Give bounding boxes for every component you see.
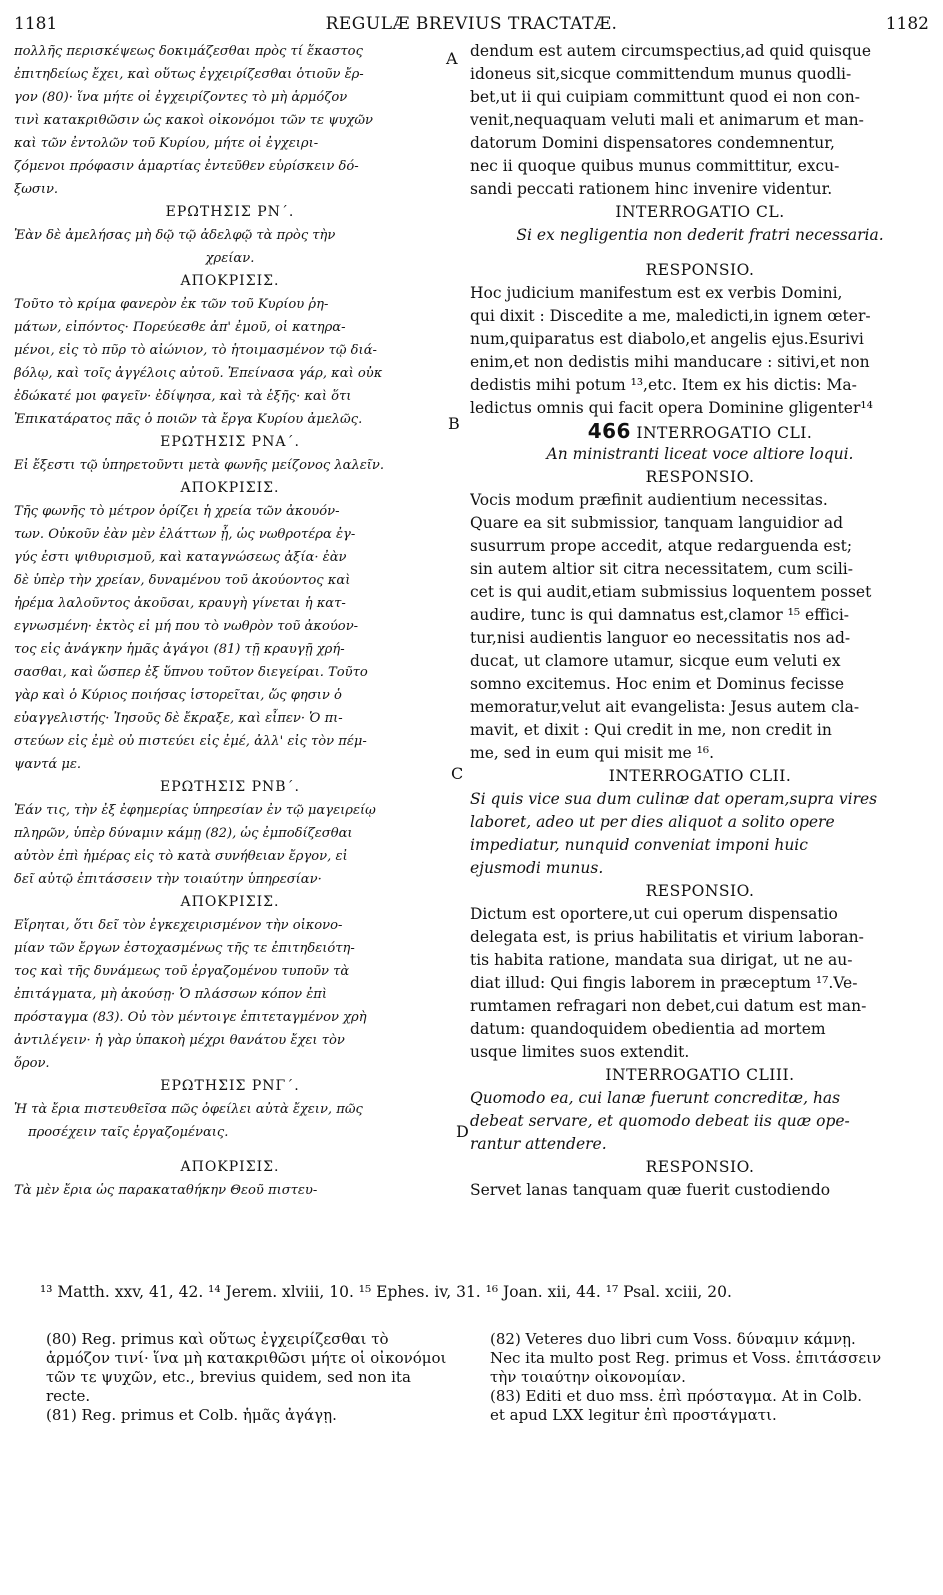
- greek-question: Ἐὰν δὲ ἀμελήσας μὴ δῷ τῷ ἀδελφῷ τὰ πρὸς τὴν: [14, 228, 336, 243]
- note-line: (81) Reg. primus et Colb. ἡμᾶς ἀγάγῃ.: [46, 1406, 337, 1424]
- latin-line: tur,nisi audientis languor eo necessitatis nos ad-: [470, 629, 851, 647]
- latin-responsio-heading: RESPONSIO.: [645, 882, 755, 900]
- greek-answer-heading: ΑΠΟΚΡΙΣΙΣ.: [180, 894, 280, 910]
- latin-line: memoratur,velut ait evangelista: Jesus autem cla-: [470, 698, 860, 716]
- greek-line: ἠρέμα λαλοῦντος ἀκοῦσαι, κραυγὴ γίνεται ἡ κατ-: [14, 596, 346, 611]
- note-line: τῶν τε ψυχῶν, etc., brevius quidem, sed non ita: [46, 1368, 411, 1386]
- latin-question: rantur attendere.: [470, 1135, 607, 1153]
- latin-line: dendum est autem circumspectius,ad quid quisque: [470, 42, 872, 60]
- greek-line: ἐπιτάγματα, μὴ ἀκούσῃ· Ὁ πλάσσων κόπον ἐπὶ: [14, 987, 328, 1002]
- latin-line: enim,et non dedistis mihi manducare : sitivi,et non: [470, 353, 870, 371]
- greek-line: δὲ ὑπὲρ τὴν χρείαν, δυναμένου τοῦ ἀκούοντος καὶ: [14, 573, 351, 588]
- latin-line: idoneus sit,sicque committendum munus quodli-: [470, 65, 852, 83]
- greek-question: Ἐάν τις, τὴν ἐξ ἐφημερίας ὑπηρεσίαν ἐν τῷ μαγειρείῳ: [14, 803, 376, 818]
- latin-line: somno excitemus. Hoc enim et Dominus fecisse: [470, 675, 845, 693]
- latin-line: num,quiparatus est diabolo,et angelis ejus.Esurivi: [470, 330, 864, 348]
- latin-interrogatio-heading: INTERROGATIO CL.: [615, 203, 785, 221]
- greek-answer-heading: ΑΠΟΚΡΙΣΙΣ.: [180, 480, 280, 496]
- latin-question: An ministranti liceat voce altiore loqui.: [546, 445, 854, 463]
- interrogatio-label: INTERROGATIO CLI.: [636, 424, 813, 442]
- latin-line: Vocis modum præfinit audientium necessitas.: [470, 491, 828, 509]
- greek-line: Τοῦτο τὸ κρίμα φανερὸν ἐκ τῶν τοῦ Κυρίου ῥη-: [14, 297, 329, 312]
- latin-column: [470, 40, 930, 1202]
- greek-question: δεῖ αὐτῷ ἐπιτάσσειν τὴν τοιαύτην ὑπηρεσίαν·: [14, 872, 322, 887]
- note-line: τὴν τοιαύτην οἰκονομίαν.: [490, 1368, 686, 1386]
- latin-line: datorum Domini dispensatores condemnentur,: [470, 134, 835, 152]
- greek-question: αὐτὸν ἐπὶ ἡμέρας εἰς τὸ κατὰ συνήθειαν ἔργον, εἰ: [14, 849, 348, 864]
- latin-line: me, sed in eum qui misit me ¹⁶.: [470, 744, 715, 762]
- latin-line: susurrum prope accedit, atque redarguenda est;: [470, 537, 853, 555]
- latin-line: ledictus omnis qui facit opera Dominine gligenter¹⁴: [470, 399, 873, 417]
- greek-line: ἐπιτηδείως ἔχει, καὶ οὕτως ἐγχειρίζεσθαι ὁτιοῦν ἔρ-: [14, 67, 364, 82]
- latin-line: sin autem altior sit citra necessitatem, cum scili-: [470, 560, 853, 578]
- margin-letter-a: A: [446, 49, 458, 68]
- column-number: 466: [587, 420, 631, 443]
- latin-question: Si ex negligentia non dederit fratri necessaria.: [516, 226, 884, 244]
- note-line: Nec ita multo post Reg. primus et Voss. ἐπιτάσσειν: [490, 1349, 882, 1367]
- greek-line: Τῆς φωνῆς τὸ μέτρον ὁρίζει ἡ χρεία τῶν ἀκουόν-: [14, 504, 340, 519]
- greek-line: Ἐπικατάρατος πᾶς ὁ ποιῶν τὰ ἔργα Κυρίου ἀμελῶς.: [14, 412, 363, 427]
- scripture-footnotes: ¹³ Matth. xxv, 41, 42. ¹⁴ Jerem. xlviii, 10. ¹⁵ Ephes. iv, 31. ¹⁶ Joan. xii, 44. ¹⁷ Psal. xciii, 20.: [40, 1283, 732, 1301]
- note-line: et apud LXX legitur ἐπὶ προστάγματι.: [490, 1406, 777, 1424]
- latin-line: usque limites suos extendit.: [470, 1043, 690, 1061]
- latin-line: venit,nequaquam veluti mali et animarum et man-: [470, 111, 864, 129]
- greek-line: μάτων, εἰπόντος· Πορεύεσθε ἀπ' ἐμοῦ, οἱ κατηρα-: [14, 320, 346, 335]
- greek-line: γύς ἐστι ψιθυρισμοῦ, καὶ καταγνώσεως ἀξία· ἐὰν: [14, 550, 347, 565]
- latin-line: cet is qui audit,etiam submissius loquentem posset: [470, 583, 872, 601]
- latin-question: ejusmodi munus.: [470, 859, 604, 877]
- latin-line: datum: quandoquidem obedientia ad mortem: [470, 1020, 826, 1038]
- greek-line: ἀντιλέγειν· ἡ γὰρ ὑπακοὴ μέχρι θανάτου ἔχει τὸν: [14, 1033, 345, 1048]
- latin-line: qui dixit : Discedite a me, maledicti,in ignem œter-: [470, 307, 871, 325]
- latin-line: diat illud: Qui fingis laborem in præceptum ¹⁷.Ve-: [470, 974, 858, 992]
- greek-question-heading: ΕΡΩΤΗΣΙΣ ΡΝΑ΄.: [160, 434, 300, 450]
- greek-line: καὶ τῶν ἐντολῶν τοῦ Κυρίου, μήτε οἱ ἐγχειρι-: [14, 136, 319, 151]
- latin-line: Servet lanas tanquam quæ fuerit custodiendo: [470, 1181, 831, 1199]
- greek-question-heading: ΕΡΩΤΗΣΙΣ ΡΝΓ΄.: [160, 1078, 300, 1094]
- right-page-number: 1182: [885, 14, 929, 34]
- latin-line: delegata est, is prius habilitatis et virium laboran-: [470, 928, 864, 946]
- greek-question: Ἡ τὰ ἔρια πιστευθεῖσα πῶς ὀφείλει αὐτὰ ἔχειν, πῶς: [14, 1102, 363, 1117]
- latin-line: sandi peccati rationem hinc invenire videntur.: [470, 180, 833, 198]
- greek-answer-heading: ΑΠΟΚΡΙΣΙΣ.: [180, 273, 280, 289]
- greek-line: γὰρ καὶ ὁ Κύριος ποιήσας ἱστορεῖται, ὥς φησιν ὁ: [14, 688, 342, 703]
- greek-line: τινὶ κατακριθῶσιν ὡς κακοὶ οἰκονόμοι τῶν τε ψυχῶν: [14, 113, 373, 128]
- greek-question: πληρῶν, ὑπὲρ δύναμιν κάμῃ (82), ὡς ἐμποδίζεσθαι: [14, 826, 353, 841]
- latin-line: Hoc judicium manifestum est ex verbis Domini,: [470, 284, 843, 302]
- greek-question: προσέχειν ταῖς ἐργαζομέναις.: [28, 1125, 229, 1140]
- latin-line: Dictum est oportere,ut cui operum dispensatio: [470, 905, 838, 923]
- latin-line: bet,ut ii qui cuipiam committunt quod ei non con-: [470, 88, 860, 106]
- greek-line: σασθαι, καὶ ὥσπερ ἐξ ὕπνου τοῦτον διεγείραι. Τοῦτο: [14, 665, 368, 680]
- greek-line: ψαντά με.: [14, 757, 82, 772]
- greek-line: πολλῆς περισκέψεως δοκιμάζεσθαι πρὸς τί ἕκαστος: [14, 44, 363, 59]
- latin-line: Quare ea sit submissior, tanquam languidior ad: [470, 514, 844, 532]
- greek-question-heading: ΕΡΩΤΗΣΙΣ ΡΝΒ΄.: [160, 779, 300, 795]
- margin-letter-d: D: [456, 1122, 469, 1141]
- greek-line: ξωσιν.: [14, 182, 59, 197]
- greek-line: γον (80)· ἵνα μήτε οἱ ἐγχειρίζοντες τὸ μὴ ἁρμόζον: [14, 90, 348, 105]
- running-title: REGULÆ BREVIUS TRACTATÆ.: [325, 14, 618, 34]
- greek-question: Εἰ ἔξεστι τῷ ὑπηρετοῦντι μετὰ φωνῆς μείζονος λαλεῖν.: [14, 458, 385, 473]
- greek-line: βόλῳ, καὶ τοῖς ἀγγέλοις αὐτοῦ. Ἐπείνασα γάρ, καὶ οὐκ: [14, 366, 383, 381]
- margin-letter-c: C: [451, 764, 464, 783]
- latin-responsio-heading: RESPONSIO.: [645, 1158, 755, 1176]
- latin-question: debeat servare, et quomodo debeat iis quæ ope-: [470, 1112, 850, 1130]
- greek-line: των. Οὐκοῦν ἐὰν μὲν ἐλάττων ᾖ, ὡς νωθροτέρα ἐγ-: [14, 527, 356, 542]
- latin-interrogatio-heading: INTERROGATIO CLII.: [608, 767, 792, 785]
- latin-question: impediatur, nunquid conveniat imponi huic: [470, 836, 808, 854]
- latin-line: mavit, et dixit : Qui credit in me, non credit in: [470, 721, 832, 739]
- greek-line: Εἴρηται, ὅτι δεῖ τὸν ἐγκεχειρισμένον τὴν οἰκονο-: [14, 918, 343, 933]
- margin-letter-b: B: [448, 414, 460, 433]
- latin-line: nec ii quoque quibus munus committitur, excu-: [470, 157, 840, 175]
- greek-line: εγνωσμένη· ἐκτὸς εἰ μή που τὸ νωθρὸν τοῦ ἀκούον-: [14, 619, 359, 634]
- latin-line: dedistis mihi potum ¹³,etc. Item ex his dictis: Ma-: [470, 376, 857, 394]
- greek-question: χρείαν.: [205, 251, 255, 266]
- editorial-notes-right: [490, 1330, 930, 1425]
- greek-line: μένοι, εἰς τὸ πῦρ τὸ αἰώνιον, τὸ ἡτοιμασμένον τῷ διά-: [14, 343, 377, 358]
- greek-line: τος καὶ τῆς δυνάμεως τοῦ ἐργαζομένου τυποῦν τὰ: [14, 964, 350, 979]
- greek-line: ἐδώκατέ μοι φαγεῖν· ἐδίψησα, καὶ τὰ ἑξῆς· καὶ ὅτι: [14, 389, 352, 404]
- latin-responsio-heading: RESPONSIO.: [645, 468, 755, 486]
- greek-question-heading: ΕΡΩΤΗΣΙΣ ΡΝ΄.: [165, 204, 295, 220]
- greek-line: ὅρον.: [14, 1056, 50, 1071]
- latin-line: ducat, ut clamore utamur, sicque eum veluti ex: [470, 652, 841, 670]
- running-header: [14, 8, 929, 40]
- left-page-number: 1181: [14, 14, 58, 34]
- greek-line: ζόμενοι πρόφασιν ἁμαρτίας ἐντεῦθεν εὑρίσκειν δό-: [14, 159, 359, 174]
- latin-interrogatio-heading: [470, 420, 930, 443]
- latin-interrogatio-heading: INTERROGATIO CLIII.: [605, 1066, 795, 1084]
- latin-line: rumtamen refragari non debet,cui datum est man-: [470, 997, 867, 1015]
- latin-line: audire, tunc is qui damnatus est,clamor ¹⁵ effici-: [470, 606, 850, 624]
- latin-line: tis habita ratione, mandata sua dirigat, ut ne au-: [470, 951, 853, 969]
- greek-line: εὐαγγελιστής· Ἰησοῦς δὲ ἔκραξε, καὶ εἶπεν· Ὁ πι-: [14, 711, 343, 726]
- latin-responsio-heading: RESPONSIO.: [645, 261, 755, 279]
- latin-question: laboret, adeo ut per dies aliquot a solito opere: [470, 813, 835, 831]
- greek-line: τος εἰς ἀνάγκην ἡμᾶς ἀγάγοι (81) τῇ κραυγῇ χρή-: [14, 642, 345, 657]
- note-line: (82) Veteres duo libri cum Voss. δύναμιν κάμνῃ.: [490, 1330, 856, 1348]
- editorial-notes-left: [46, 1330, 454, 1425]
- note-line: (83) Editi et duo mss. ἐπὶ πρόσταγμα. At in Colb.: [490, 1387, 862, 1405]
- note-line: (80) Reg. primus καὶ οὕτως ἐγχειρίζεσθαι τὸ: [46, 1330, 389, 1348]
- note-line: recte.: [46, 1387, 91, 1405]
- greek-line: μίαν τῶν ἔργων ἐστοχασμένως τῆς τε ἐπιτηδειότη-: [14, 941, 355, 956]
- greek-answer-heading: ΑΠΟΚΡΙΣΙΣ.: [180, 1159, 280, 1175]
- latin-question: Quomodo ea, cui lanæ fuerunt concreditæ, has: [470, 1089, 841, 1107]
- note-line: ἁρμόζον τινί· ἵνα μὴ κατακριθῶσι μήτε οἱ οἰκονόμοι: [46, 1349, 447, 1367]
- greek-line: πρόσταγμα (83). Οὐ τὸν μέντοιγε ἐπιτεταγμένον χρὴ: [14, 1010, 367, 1025]
- greek-line: στεύων εἰς ἐμὲ οὐ πιστεύει εἰς ἐμέ, ἀλλ' εἰς τὸν πέμ-: [14, 734, 367, 749]
- latin-question: Si quis vice sua dum culinæ dat operam,supra vires: [470, 790, 878, 808]
- greek-column: [14, 40, 446, 1202]
- greek-line: Τὰ μὲν ἔρια ὡς παρακαταθήκην Θεοῦ πιστευ-: [14, 1183, 318, 1198]
